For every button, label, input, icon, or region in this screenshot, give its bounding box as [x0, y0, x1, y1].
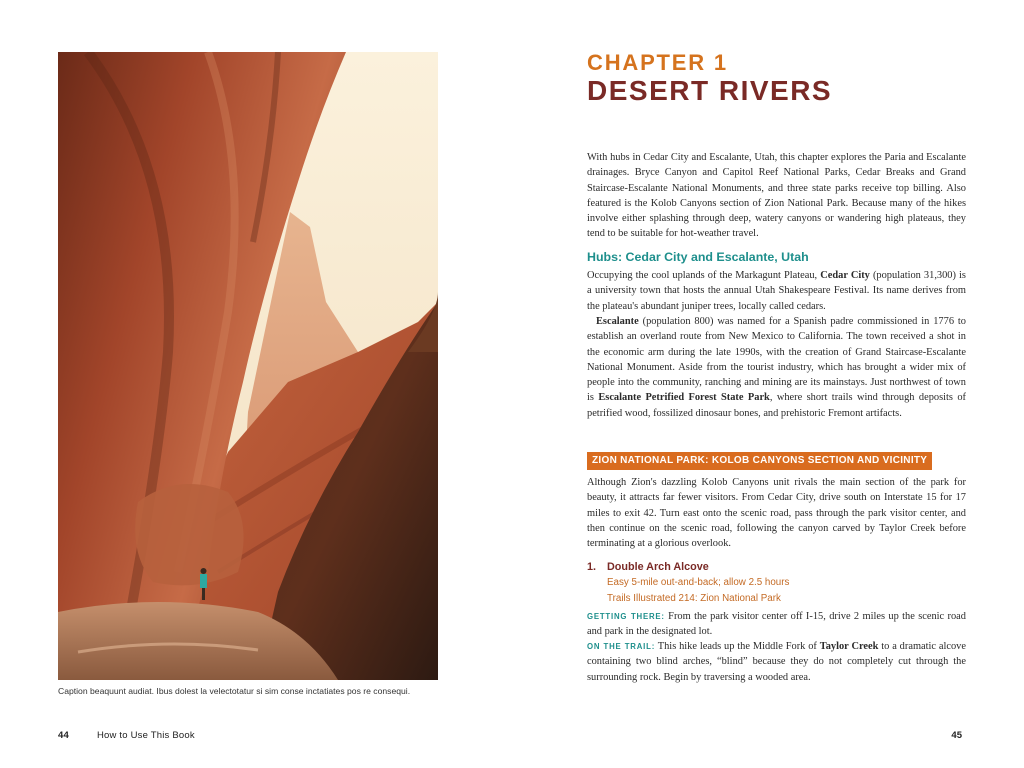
bold-place-cedar-city: Cedar City: [820, 270, 870, 281]
hubs-heading: Hubs: Cedar City and Escalante, Utah: [587, 250, 809, 264]
intro-paragraph: With hubs in Cedar City and Escalante, Utah, this chapter explores the Paria and Escalante drainages. Bryce Canyon and Capitol Reef National Parks, Cedar Breaks and Grand Staircase-Escalante National Monuments, and three state parks receive top billing. Also featured is the Kolob Canyons section of Zion National Park. Because many of the hikes involve either splashing through deep, watery canyons or wandering high plateaus, they tend to be suitable for hot-weather travel.: [587, 152, 966, 240]
hike-map: Trails Illustrated 214: Zion National Park: [607, 593, 781, 604]
bold-place-escalante: Escalante: [596, 316, 639, 327]
left-page-number: 44: [58, 730, 69, 741]
section-banner: ZION NATIONAL PARK: KOLOB CANYONS SECTION AND VICINITY: [587, 452, 932, 470]
text-run: (population 800) was named for a Spanish padre commissioned in 1776 to establish an overland route from New Mexico to California. The town received a shot in the economic arm during the late 1990s, with the creation of Grand Staircase-Escalante National Monument. Aside from the tourist industry, which has brought a wider mix of people into the community, ranching and mining are its mainstays. Just northwest of town is: [587, 316, 966, 404]
hubs-paragraph-cedar-city: [587, 268, 966, 314]
bold-place-taylor-creek: Taylor Creek: [819, 641, 879, 652]
canyon-illustration: [58, 52, 438, 680]
chapter-label: CHAPTER 1: [587, 50, 728, 75]
text-run: , where short trails wind through deposits of petrified wood, fossilized dinosaur bones, and prehistoric Fremont artifacts.: [587, 392, 966, 419]
hike-title: Double Arch Alcove: [607, 561, 709, 573]
getting-there-paragraph: [587, 609, 966, 640]
hike-difficulty: Easy 5-mile out-and-back; allow 2.5 hours: [607, 577, 790, 588]
bold-place-state-park: Escalante Petrified Forest State Park: [598, 392, 770, 404]
right-page-number: 45: [951, 730, 962, 741]
on-the-trail-paragraph: [587, 639, 966, 685]
getting-there-label: GETTING THERE:: [587, 612, 665, 621]
chapter-title: DESERT RIVERS: [587, 75, 833, 106]
running-title: How to Use This Book: [96, 730, 195, 741]
text-run: From the park visitor center off I-15, drive 2 miles up the scenic road and park in the designated lot.: [587, 611, 966, 638]
hike-heading: [587, 561, 709, 573]
photo-caption: Caption beaquunt audiat. Ibus dolest la velectotatur si sim conse inctatiates pos re consequi.: [58, 686, 411, 696]
canyon-photo: [58, 52, 438, 680]
text-run: This hike leads up the Middle Fork of: [655, 641, 820, 652]
hike-number: 1.: [587, 561, 597, 573]
text-run: to a dramatic alcove containing two blind arches, “blind” because they do not completely cut through the surrounding rock. Begin by traversing a wooded area.: [587, 641, 966, 683]
footer-left: [58, 730, 195, 741]
on-the-trail-label: ON THE TRAIL:: [587, 642, 656, 651]
section-paragraph: Although Zion's dazzling Kolob Canyons unit rivals the main section of the park for beauty, it attracts far fewer visitors. From Cedar City, drive south on Interstate 15 for 17 miles to exit 42. Turn east onto the scenic road, pass through the park visitor center, and then continue on the scenic road, following the canyon carved by Taylor Creek before terminating at a glorious overlook.: [587, 477, 966, 550]
text-run: (population 31,300) is a university town that hosts the annual Utah Shakespeare Festival. Its name derives from the plateau's abundant juniper trees, locally called cedars.: [587, 270, 966, 312]
hubs-paragraph-escalante: [587, 314, 966, 421]
text-run: Occupying the cool uplands of the Markagunt Plateau,: [587, 270, 821, 281]
